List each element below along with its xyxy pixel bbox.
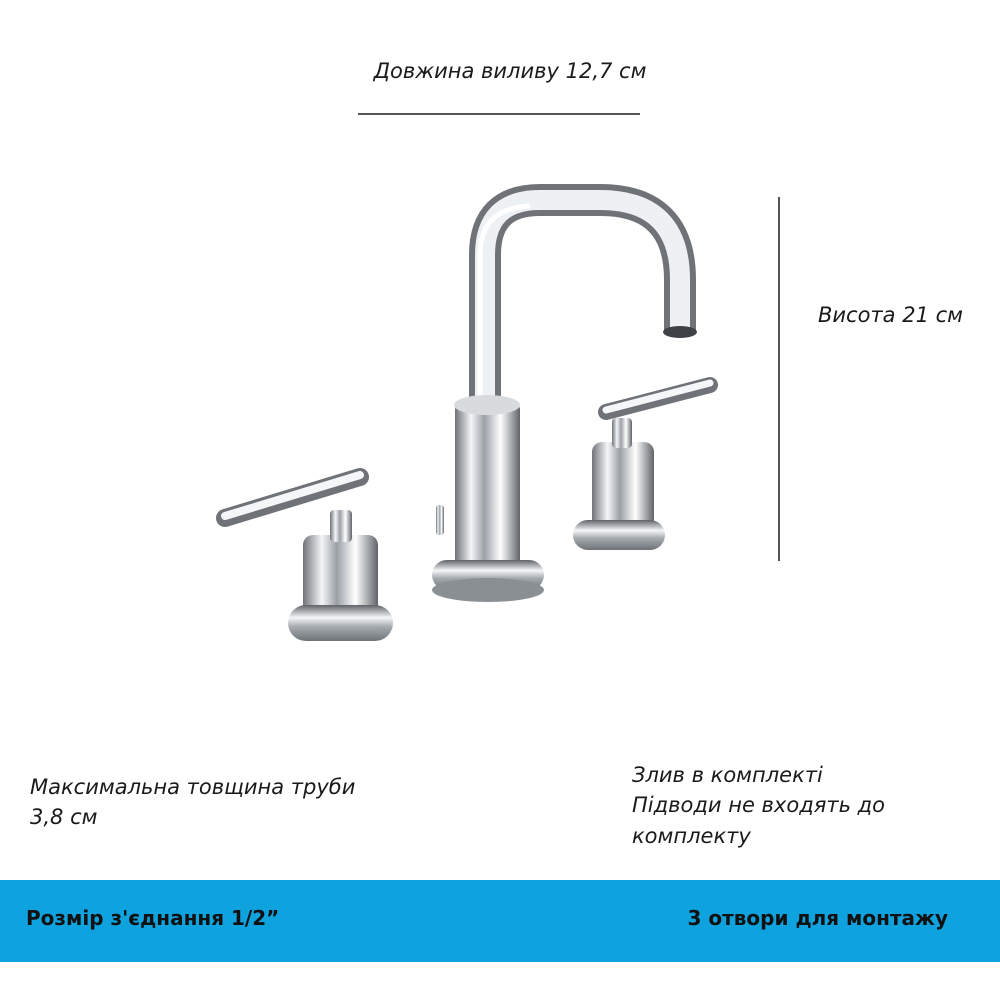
faucet-spout <box>480 200 697 405</box>
faucet-left-handle <box>225 475 393 641</box>
faucet-right-handle <box>573 383 710 550</box>
mount-holes-label: 3 отвори для монтажу <box>687 906 948 930</box>
spout-length-label: Довжина виливу 12,7 см <box>373 59 647 83</box>
drain-notes-label <box>632 760 885 851</box>
height-label: Висота 21 см <box>818 303 964 327</box>
bottom-info-bar <box>0 880 1000 962</box>
pipe-thickness-label <box>30 772 355 833</box>
connection-size-label: Розмір з'єднання 1/2” <box>26 906 280 930</box>
faucet-image <box>200 180 740 660</box>
pipe-thickness-line-1: Максимальна товщина труби <box>30 775 356 799</box>
drain-note-line-1: Злив в комплекті <box>632 763 823 787</box>
height-dimension-line <box>778 197 780 561</box>
spout-length-dimension-line <box>358 113 640 115</box>
pipe-thickness-line-2: 3,8 см <box>30 805 98 830</box>
faucet-center-body <box>432 395 544 602</box>
drain-note-line-2: Підводи не входять до <box>632 793 885 818</box>
drain-note-line-3: комплекту <box>632 823 751 848</box>
